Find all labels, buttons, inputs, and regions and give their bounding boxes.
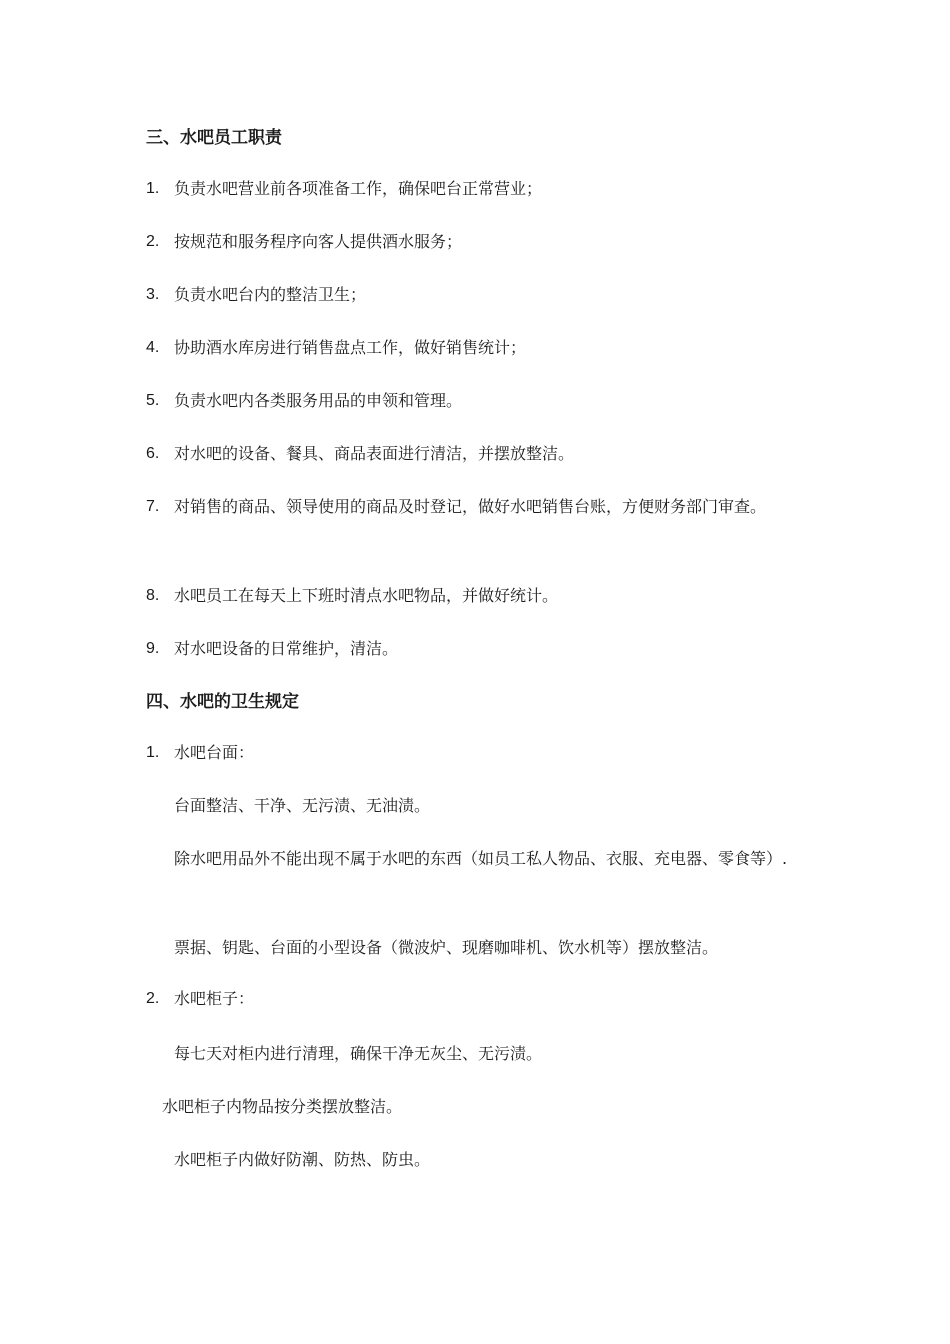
- list-number: 8.: [146, 587, 160, 604]
- list-text: 水吧台面：: [174, 743, 255, 762]
- list-text: 负责水吧营业前各项准备工作，确保吧台正常营业；: [174, 179, 543, 198]
- list-number: 5.: [146, 392, 160, 409]
- list-number: 4.: [146, 339, 160, 356]
- hygiene-item-2: [146, 980, 826, 1018]
- duty-item-9: [146, 630, 826, 668]
- list-text: 按规范和服务程序向客人提供酒水服务；: [174, 232, 463, 251]
- list-number: 7.: [146, 498, 160, 515]
- duty-item-4: [146, 329, 826, 367]
- hygiene-2-para-1: 每七天对柜内进行清理，确保干净无灰尘、无污渍。: [174, 1044, 543, 1063]
- hygiene-2-para-2: 水吧柜子内物品按分类摆放整洁。: [162, 1097, 403, 1116]
- list-text: 对水吧的设备、餐具、商品表面进行清洁，并摆放整洁。: [174, 444, 575, 463]
- duty-item-7: [146, 488, 810, 526]
- list-number: 6.: [146, 445, 160, 462]
- list-number: 1.: [146, 180, 160, 197]
- duty-item-3: [146, 276, 826, 314]
- list-number: 3.: [146, 286, 160, 303]
- hygiene-1-para-3: 票据、钥匙、台面的小型设备（微波炉、现磨咖啡机、饮水机等）摆放整洁。: [174, 938, 719, 957]
- hygiene-1-para-1: 台面整洁、干净、无污渍、无油渍。: [174, 796, 431, 815]
- list-text: 协助酒水库房进行销售盘点工作，做好销售统计；: [174, 338, 527, 357]
- list-text: 水吧柜子：: [174, 989, 255, 1008]
- list-number: 9.: [146, 640, 160, 657]
- hygiene-item-1: [146, 734, 826, 772]
- duty-item-5: [146, 382, 826, 420]
- list-text: 对销售的商品、领导使用的商品及时登记，做好水吧销售台账，方便财务部门审查。: [174, 497, 767, 516]
- section-3-heading: 三、水吧员工职责: [146, 128, 282, 148]
- list-number: 2.: [146, 233, 160, 250]
- duty-item-1: [146, 170, 826, 208]
- duty-item-2: [146, 223, 826, 261]
- list-text: 负责水吧台内的整洁卫生；: [174, 285, 367, 304]
- hygiene-1-para-2: 除水吧用品外不能出现不属于水吧的东西（如员工私人物品、衣服、充电器、零食等）.: [174, 849, 788, 868]
- duty-item-8: [146, 577, 826, 615]
- list-text: 负责水吧内各类服务用品的申领和管理。: [174, 391, 463, 410]
- list-text: 对水吧设备的日常维护，清洁。: [174, 639, 399, 658]
- duty-item-6: [146, 435, 826, 473]
- section-4-heading: 四、水吧的卫生规定: [146, 692, 299, 712]
- hygiene-2-para-3: 水吧柜子内做好防潮、防热、防虫。: [174, 1150, 431, 1169]
- list-number: 2.: [146, 990, 160, 1007]
- list-text: 水吧员工在每天上下班时清点水吧物品，并做好统计。: [174, 586, 559, 605]
- list-number: 1.: [146, 744, 160, 761]
